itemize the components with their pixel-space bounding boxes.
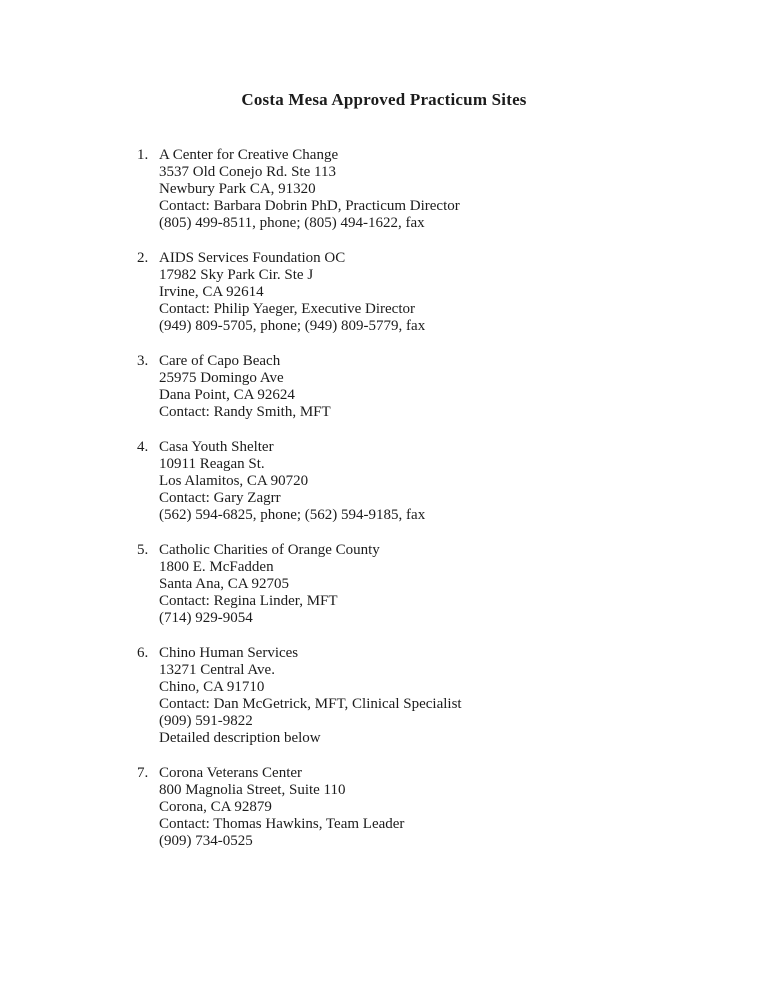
- site-detail-line: Contact: Philip Yaeger, Executive Director: [159, 301, 416, 317]
- site-detail-line: Contact: Barbara Dobrin PhD, Practicum Director: [159, 198, 460, 214]
- site-detail-line: Los Alamitos, CA 90720: [159, 473, 309, 489]
- practicum-site-list: [137, 147, 768, 850]
- site-details: [159, 765, 768, 850]
- site-detail-line: (805) 499-8511, phone; (805) 494-1622, fax: [159, 215, 425, 231]
- site-number: 5.: [137, 542, 149, 558]
- site-details: [159, 353, 768, 421]
- site-detail-line: (909) 591-9822: [159, 713, 253, 729]
- site-name: Catholic Charities of Orange County: [159, 542, 380, 558]
- site-detail-line: Contact: Thomas Hawkins, Team Leader: [159, 816, 405, 832]
- site-detail-line: Irvine, CA 92614: [159, 284, 264, 300]
- site-number: 3.: [137, 353, 149, 369]
- site-entry: [137, 765, 768, 850]
- site-detail-line: Contact: Randy Smith, MFT: [159, 404, 331, 420]
- site-entry: [137, 439, 768, 524]
- site-name: A Center for Creative Change: [159, 147, 339, 163]
- site-details: [159, 250, 768, 335]
- site-detail-line: Chino, CA 91710: [159, 679, 265, 695]
- site-name: AIDS Services Foundation OC: [159, 250, 346, 266]
- site-detail-line: (714) 929-9054: [159, 610, 253, 626]
- site-detail-line: Contact: Dan McGetrick, MFT, Clinical Specialist: [159, 696, 462, 712]
- site-entry: [137, 542, 768, 627]
- site-detail-line: Contact: Regina Linder, MFT: [159, 593, 338, 609]
- site-entry: [137, 147, 768, 232]
- site-details: [159, 645, 768, 747]
- site-detail-line: 13271 Central Ave.: [159, 662, 275, 678]
- site-details: [159, 147, 768, 232]
- site-detail-line: Dana Point, CA 92624: [159, 387, 295, 403]
- document-title: Costa Mesa Approved Practicum Sites: [241, 90, 527, 109]
- site-detail-line: (562) 594-6825, phone; (562) 594-9185, fax: [159, 507, 426, 523]
- site-detail-line: (949) 809-5705, phone; (949) 809-5779, fax: [159, 318, 426, 334]
- site-detail-line: 17982 Sky Park Cir. Ste J: [159, 267, 314, 283]
- site-detail-line: 25975 Domingo Ave: [159, 370, 284, 386]
- site-detail-line: Corona, CA 92879: [159, 799, 272, 815]
- site-name: Casa Youth Shelter: [159, 439, 274, 455]
- site-detail-line: 1800 E. McFadden: [159, 559, 274, 575]
- site-detail-line: Santa Ana, CA 92705: [159, 576, 289, 592]
- site-number: 7.: [137, 765, 149, 781]
- site-details: [159, 542, 768, 627]
- site-name: Chino Human Services: [159, 645, 299, 661]
- site-name: Care of Capo Beach: [159, 353, 281, 369]
- site-detail-line: 3537 Old Conejo Rd. Ste 113: [159, 164, 336, 180]
- site-name: Corona Veterans Center: [159, 765, 303, 781]
- site-detail-line: 800 Magnolia Street, Suite 110: [159, 782, 346, 798]
- site-details: [159, 439, 768, 524]
- site-detail-line: (909) 734-0525: [159, 833, 253, 849]
- site-detail-line: Contact: Gary Zagrr: [159, 490, 281, 506]
- site-number: 4.: [137, 439, 149, 455]
- site-detail-line: Newbury Park CA, 91320: [159, 181, 316, 197]
- site-detail-line: 10911 Reagan St.: [159, 456, 265, 472]
- site-entry: [137, 645, 768, 747]
- site-entry: [137, 250, 768, 335]
- site-detail-line: Detailed description below: [159, 730, 321, 746]
- site-number: 6.: [137, 645, 149, 661]
- site-entry: [137, 353, 768, 421]
- site-number: 2.: [137, 250, 149, 266]
- site-number: 1.: [137, 147, 149, 163]
